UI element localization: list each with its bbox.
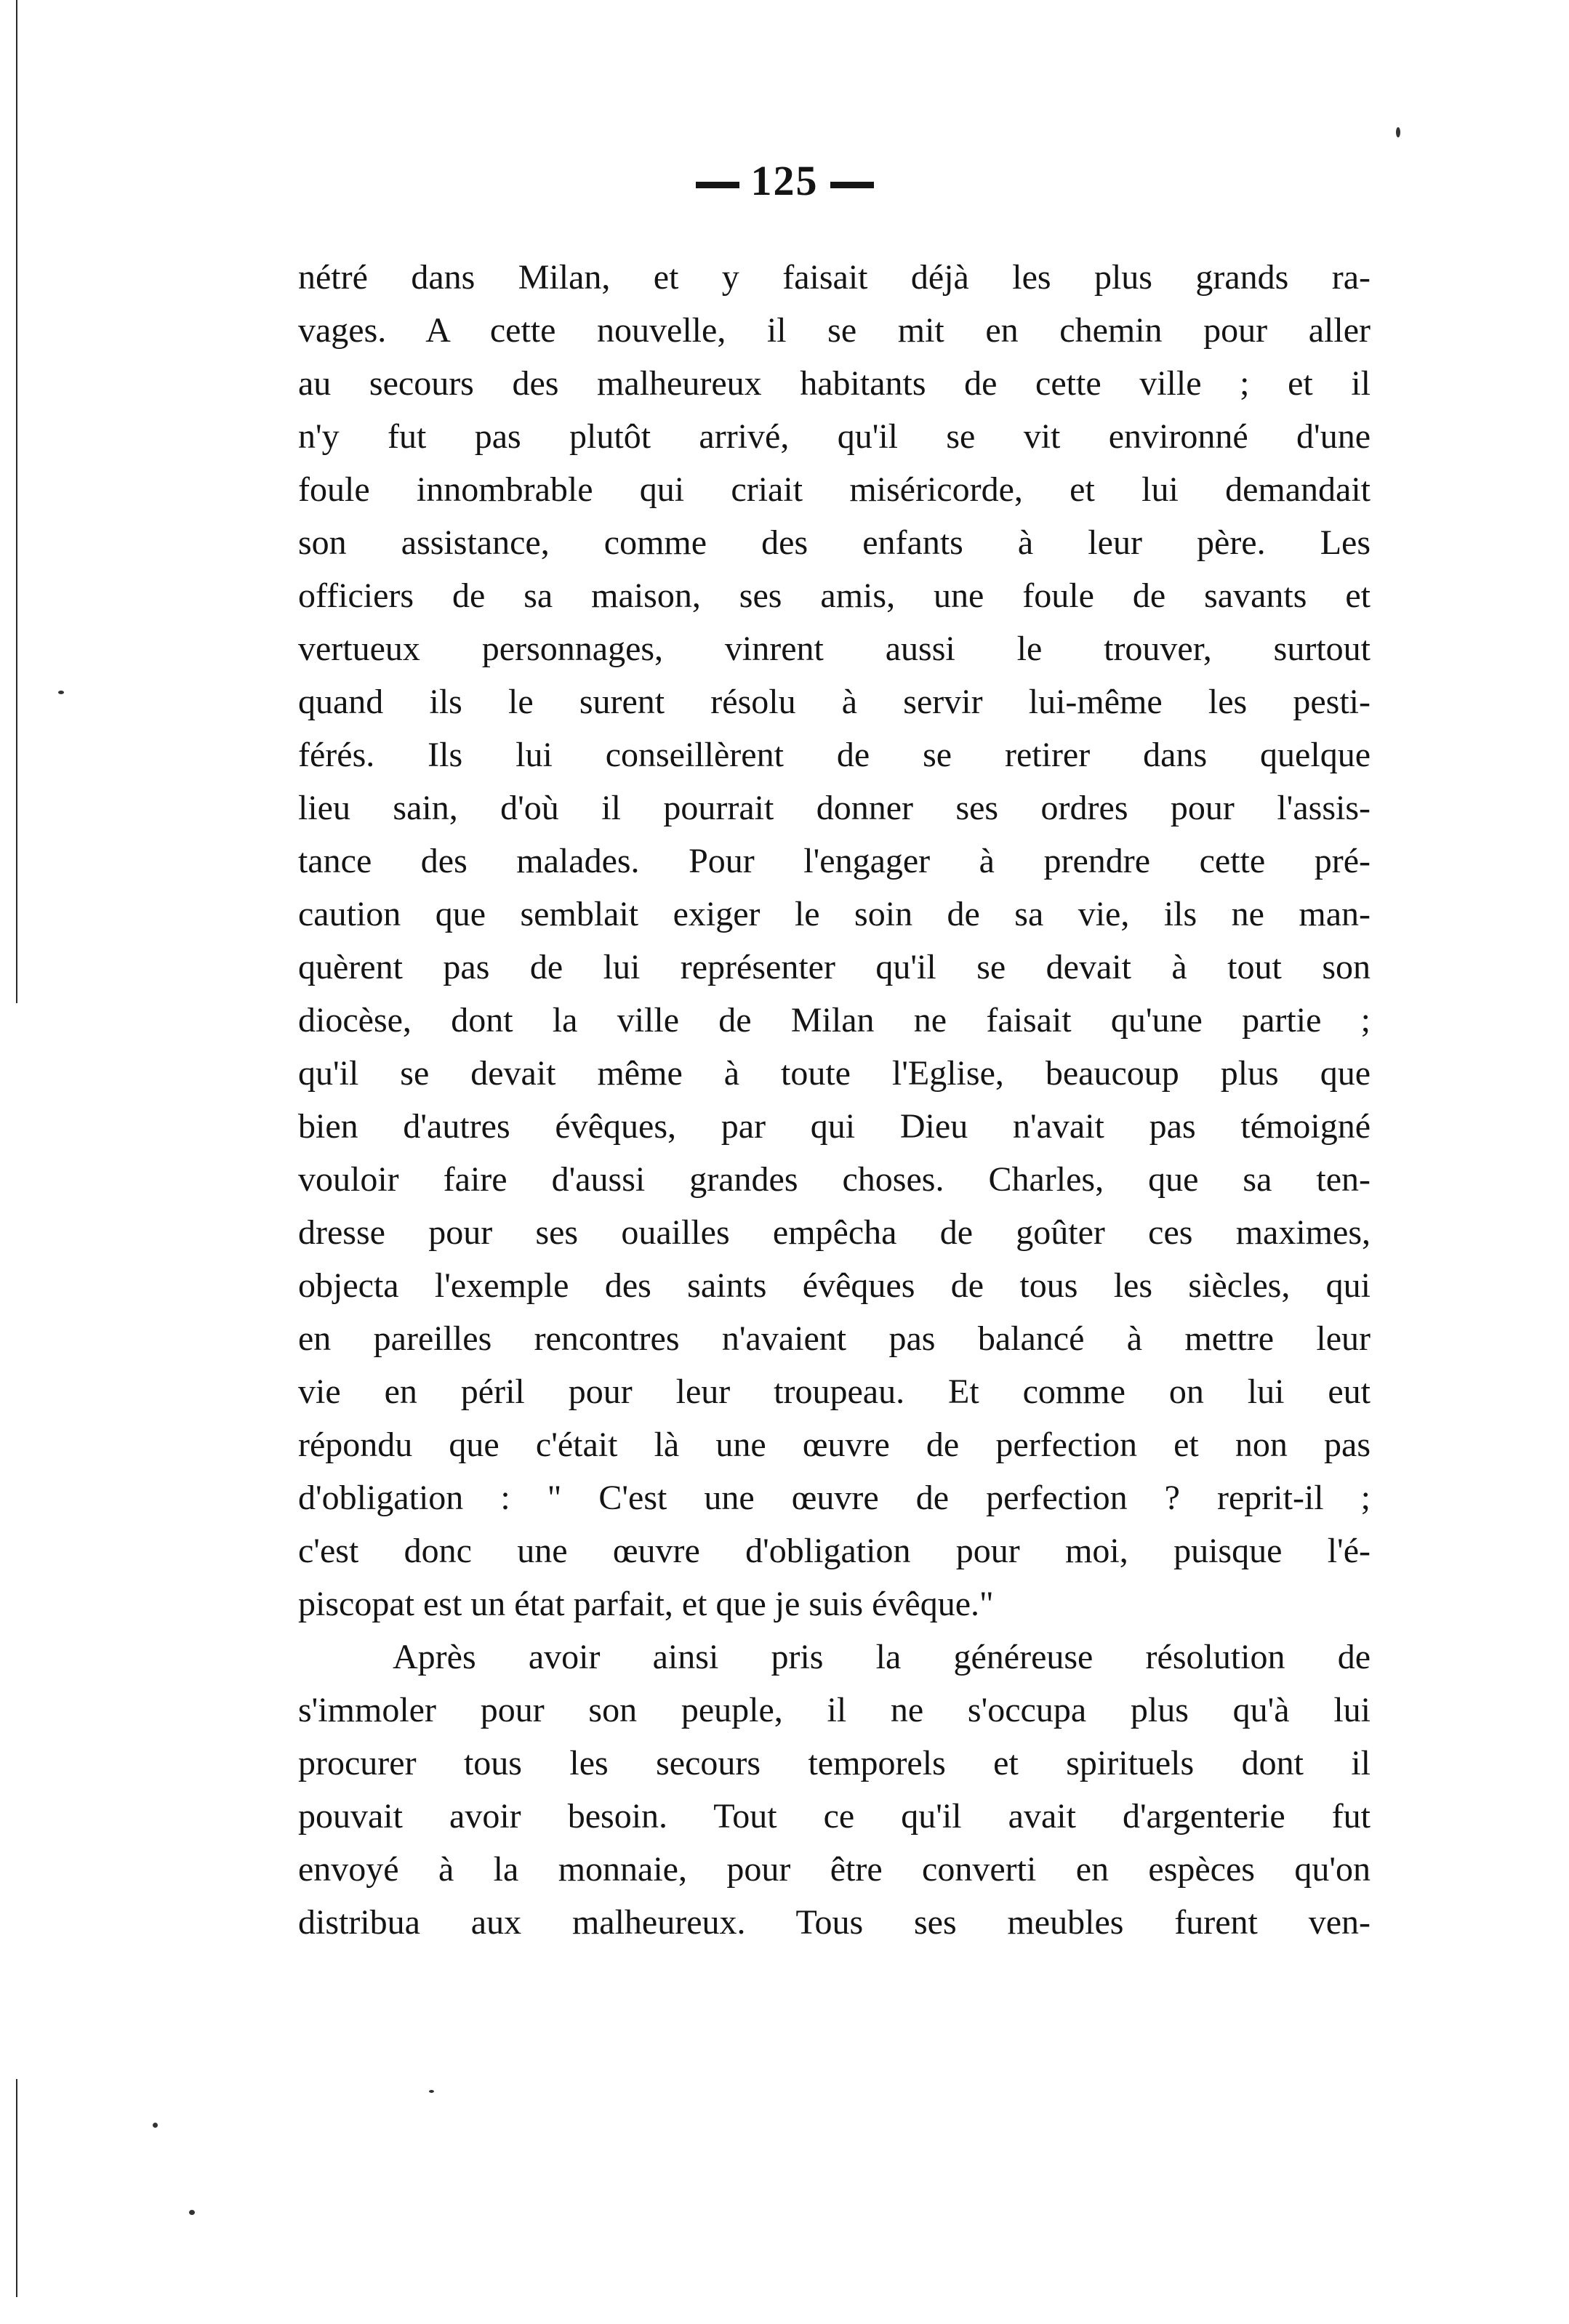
text-line: nétré dans Milan, et y faisait déjà les plus grands ra- (298, 258, 1371, 297)
page-number-value: 125 (750, 157, 819, 204)
text-line: bien d'autres évêques, par qui Dieu n'avait pas témoigné (298, 1107, 1371, 1146)
text-line: Après avoir ainsi pris la généreuse résolution de (393, 1638, 1371, 1676)
text-line: distribua aux malheureux. Tous ses meubles furent ven- (298, 1903, 1371, 1942)
scan-speck (153, 2123, 158, 2128)
text-line: quèrent pas de lui représenter qu'il se devait à tout son (298, 948, 1371, 986)
page-number (0, 156, 1569, 205)
scan-speck (1396, 127, 1400, 137)
text-line: vages. A cette nouvelle, il se mit en chemin pour aller (298, 311, 1371, 350)
text-line: vouloir faire d'aussi grandes choses. Charles, que sa ten- (298, 1160, 1371, 1199)
text-line: répondu que c'était là une œuvre de perfection et non pas (298, 1426, 1371, 1464)
text-line: son assistance, comme des enfants à leur père. Les (298, 523, 1371, 562)
dash-right (830, 182, 874, 188)
scan-speck (429, 2090, 434, 2093)
text-line: vertueux personnages, vinrent aussi le trouver, surtout (298, 630, 1371, 668)
scan-speck (58, 691, 64, 694)
text-line: procurer tous les secours temporels et spirituels dont il (298, 1744, 1371, 1782)
text-line: vie en péril pour leur troupeau. Et comme on lui eut (298, 1372, 1371, 1411)
body-text (298, 251, 1371, 1949)
dash-left (696, 182, 739, 188)
text-line: d'obligation : " C'est une œuvre de perfection ? reprit-il ; (298, 1479, 1371, 1517)
scan-edge-line (16, 0, 17, 1003)
scan-speck (189, 2210, 195, 2215)
text-line: objecta l'exemple des saints évêques de tous les siècles, qui (298, 1266, 1371, 1305)
text-line: diocèse, dont la ville de Milan ne faisait qu'une partie ; (298, 1001, 1371, 1040)
text-line: quand ils le surent résolu à servir lui-même les pesti- (298, 683, 1371, 721)
text-line: c'est donc une œuvre d'obligation pour moi, puisque l'é- (298, 1532, 1371, 1570)
text-line: foule innombrable qui criait miséricorde, et lui demandait (298, 470, 1371, 509)
text-line: piscopat est un état parfait, et que je suis évêque." (298, 1585, 994, 1623)
text-line: officiers de sa maison, ses amis, une foule de savants et (298, 576, 1371, 615)
text-line: qu'il se devait même à toute l'Eglise, beaucoup plus que (298, 1054, 1371, 1093)
text-line: lieu sain, d'où il pourrait donner ses ordres pour l'assis- (298, 789, 1371, 827)
text-line: tance des malades. Pour l'engager à prendre cette pré- (298, 842, 1371, 880)
text-line: en pareilles rencontres n'avaient pas balancé à mettre leur (298, 1319, 1371, 1358)
text-line: s'immoler pour son peuple, il ne s'occupa plus qu'à lui (298, 1691, 1371, 1729)
text-line: n'y fut pas plutôt arrivé, qu'il se vit environné d'une (298, 417, 1371, 456)
text-line: au secours des malheureux habitants de cette ville ; et il (298, 364, 1371, 403)
text-line: envoyé à la monnaie, pour être converti en espèces qu'on (298, 1850, 1371, 1889)
text-line: caution que semblait exiger le soin de sa vie, ils ne man- (298, 895, 1371, 933)
text-line: férés. Ils lui conseillèrent de se retirer dans quelque (298, 736, 1371, 774)
text-line: dresse pour ses ouailles empêcha de goûter ces maximes, (298, 1213, 1371, 1252)
scan-edge-line (16, 2079, 17, 2297)
text-line: pouvait avoir besoin. Tout ce qu'il avait d'argenterie fut (298, 1797, 1371, 1836)
